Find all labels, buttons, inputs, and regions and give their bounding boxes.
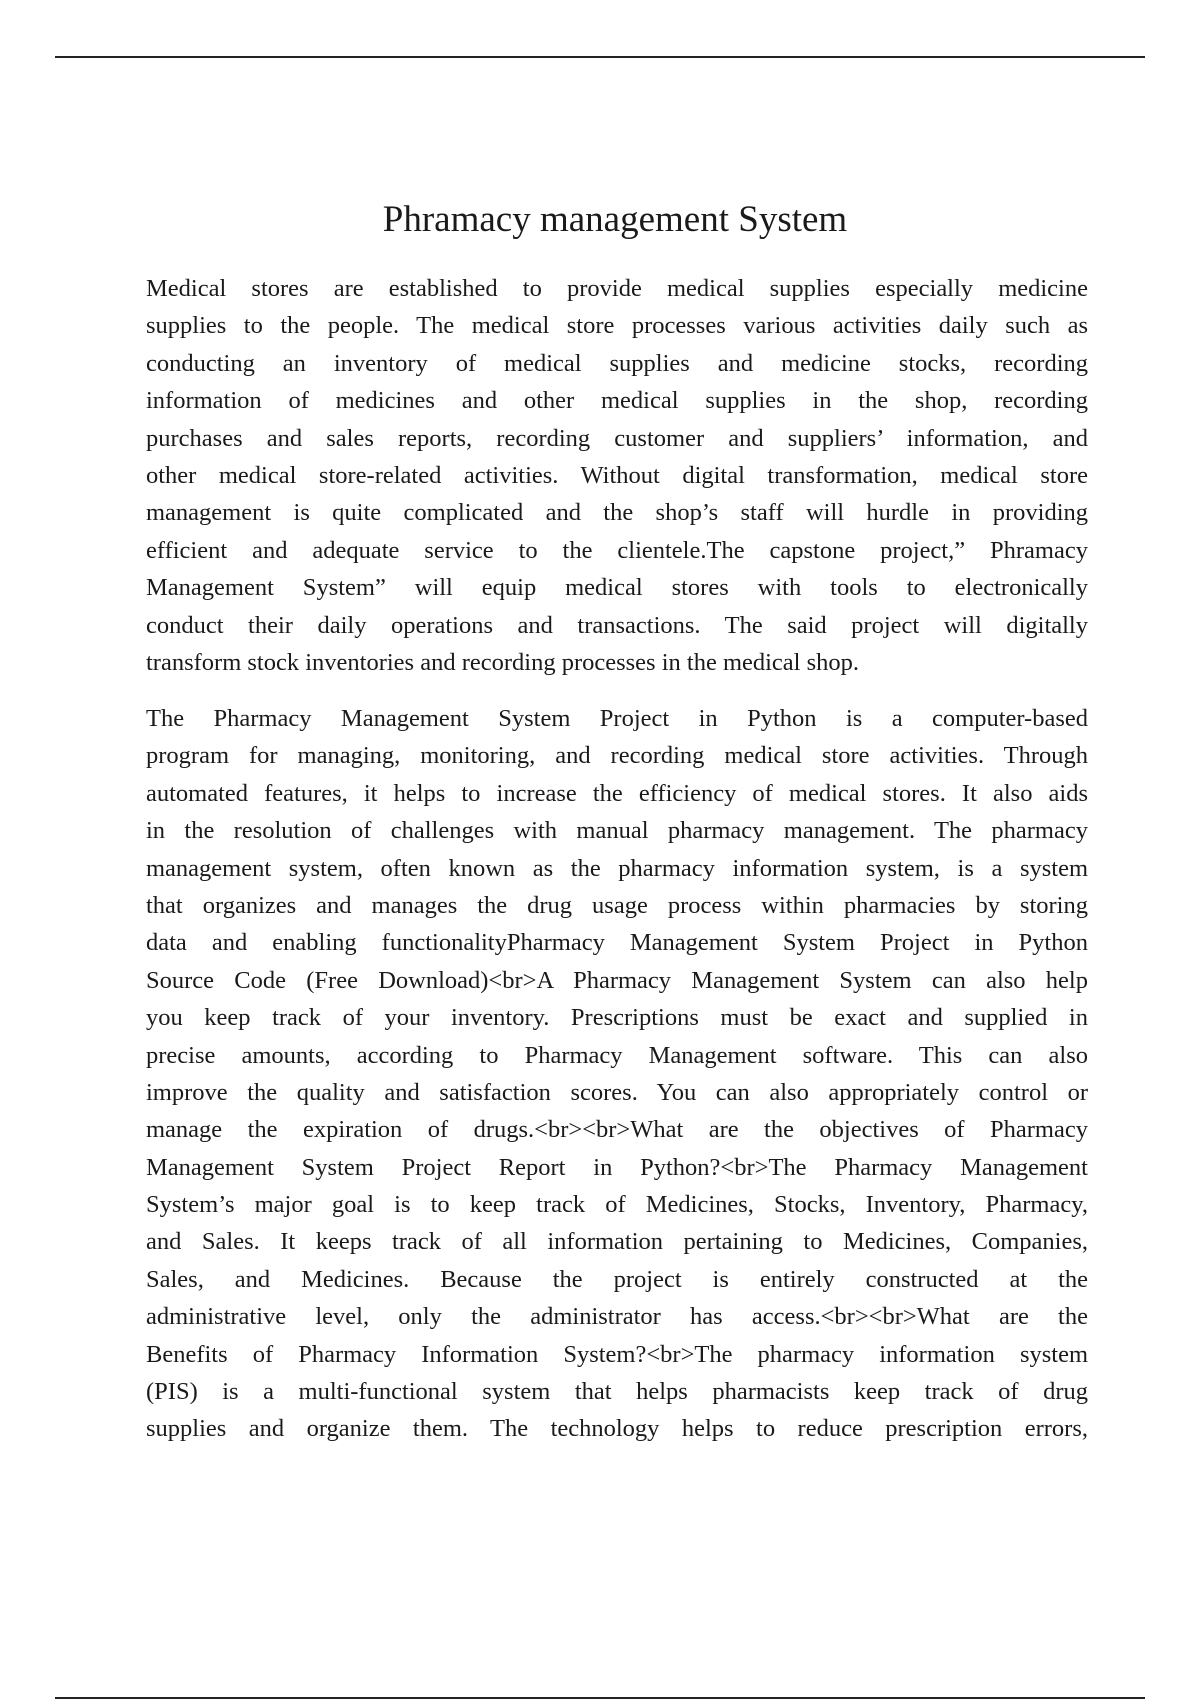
text-line: Sales, and Medicines. Because the project is entirely constructed at the (146, 1265, 1088, 1293)
text-line: management is quite complicated and the shop’s staff will hurdle in providing (146, 499, 1088, 527)
text-line: administrative level, only the administrator has access.<br><br>What are the (146, 1303, 1088, 1331)
text-line: manage the expiration of drugs.<br><br>What are the objectives of Pharmacy (146, 1116, 1088, 1144)
text-line: supplies to the people. The medical store processes various activities daily such as (146, 312, 1088, 340)
text-line: data and enabling functionalityPharmacy Management System Project in Python (146, 929, 1088, 957)
text-line: improve the quality and satisfaction scores. You can also appropriately control or (146, 1078, 1088, 1106)
text-line: supplies and organize them. The technology helps to reduce prescription errors, (146, 1415, 1088, 1443)
text-line: conducting an inventory of medical supplies and medicine stocks, recording (146, 349, 1088, 377)
text-line: precise amounts, according to Pharmacy Management software. This can also (146, 1041, 1088, 1069)
paragraph-1 (146, 270, 1088, 681)
text-line: Medical stores are established to provide medical supplies especially medicine (146, 275, 1088, 302)
text-line: conduct their daily operations and transactions. The said project will digitally (146, 611, 1088, 639)
text-line: that organizes and manages the drug usage process within pharmacies by storing (146, 891, 1088, 919)
document-title: Phramacy management System (382, 199, 848, 240)
text-line: program for managing, monitoring, and recording medical store activities. Through (146, 742, 1088, 770)
text-line: you keep track of your inventory. Prescriptions must be exact and supplied in (146, 1004, 1088, 1032)
text-line: Management System Project Report in Python?<br>The Pharmacy Management (146, 1153, 1088, 1181)
text-line: other medical store-related activities. Without digital transformation, medical store (146, 461, 1088, 489)
text-line: Source Code (Free Download)<br>A Pharmacy Management System can also help (146, 966, 1088, 994)
paragraph-2 (146, 700, 1088, 1448)
text-line: purchases and sales reports, recording customer and suppliers’ information, and (146, 424, 1088, 452)
text-line: efficient and adequate service to the clientele.The capstone project,” Phramacy (146, 536, 1088, 564)
text-line: Benefits of Pharmacy Information System?<br>The pharmacy information system (146, 1340, 1088, 1368)
text-line: transform stock inventories and recording processes in the medical shop. (146, 648, 860, 676)
text-line: and Sales. It keeps track of all information pertaining to Medicines, Companies, (146, 1228, 1088, 1256)
text-line: Management System” will equip medical stores with tools to electronically (146, 574, 1088, 602)
header-rule (55, 56, 1145, 58)
text-line: automated features, it helps to increase the efficiency of medical stores. It also aids (146, 779, 1088, 807)
text-line: information of medicines and other medical supplies in the shop, recording (146, 387, 1088, 415)
footer-rule (55, 1697, 1145, 1699)
text-line: management system, often known as the pharmacy information system, is a system (146, 854, 1088, 882)
text-line: System’s major goal is to keep track of Medicines, Stocks, Inventory, Pharmacy, (146, 1191, 1088, 1219)
text-line: The Pharmacy Management System Project in Python is a computer-based (146, 705, 1088, 732)
text-line: in the resolution of challenges with manual pharmacy management. The pharmacy (146, 817, 1088, 845)
text-line: (PIS) is a multi-functional system that helps pharmacists keep track of drug (146, 1378, 1088, 1406)
